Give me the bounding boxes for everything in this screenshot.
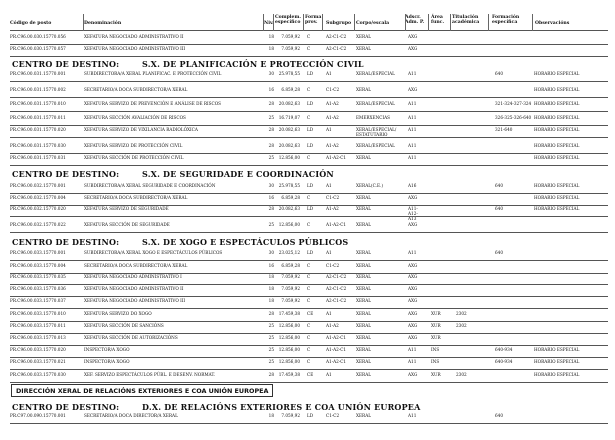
cell-adsc: AXG [408,222,418,227]
cell-sub: A1 [326,311,332,316]
cell-codigo: PR.C96.00.033.15770.010 [10,311,66,316]
cell-corpo: XERAL [356,46,371,51]
cell-obs: HORARIO ESPECIAL [534,359,580,364]
cell-form: 321-324-327-324 [495,101,532,106]
cell-codigo: PR.C96.00.033.15770.011 [10,323,66,328]
cell-adsc: A11 [408,347,417,352]
cell-adsc: AXG [408,274,418,279]
row-rule [10,260,608,261]
cell-esp: 17.459,38 [278,372,300,377]
cell-sub: A2-C1-C2 [326,298,347,303]
row-rule [10,125,608,126]
cell-esp: 25.978,55 [278,183,300,188]
header-denominacion: Denominación [84,21,122,26]
cell-den: SUBDIRECTORA/A XERAL XOGO E ESPECTÁCULOS PÚBLICOS [84,250,223,255]
cell-forma: C [307,335,311,340]
header-observacions: Observacións [535,21,570,26]
header-codigo: Código de posto [10,21,52,26]
directorate-box [11,384,273,397]
cell-den: XEFATURA NEGOCIADO ADMINISTRATIVO II [84,34,184,39]
cell-forma: LD [307,127,314,132]
cell-adsc: AXG [408,372,418,377]
cell-corpo: XERAL [356,372,371,377]
row-rule [10,382,608,383]
cell-esp: 12.856,00 [278,323,300,328]
cell-niv: 30 [268,250,274,255]
cell-sub: A2-C1-C2 [326,286,347,291]
cell-adsc: AXG [408,311,418,316]
cell-adsc: AXG [408,263,418,268]
cell-adsc: AXG [408,195,418,200]
cell-corpo: XERAL [356,413,371,418]
cell-codigo: PR.C97.00.090.15770.001 [10,413,66,418]
cell-form: 640 [495,250,503,255]
cell-forma: C [307,298,311,303]
cell-codigo: PR.C96.00.033.15770.037 [10,298,66,303]
column-divider [83,14,84,31]
cell-esp: 7.059,92 [281,274,300,279]
cell-forma: C [307,155,311,160]
cell-codigo: PR.C96.00.031.15770.010 [10,101,66,106]
cell-obs: HORARIO ESPECIAL [534,115,580,120]
cell-sub: C1-C2 [326,263,340,268]
row-rule [10,333,608,334]
cell-den: XEFATURA SECCIÓN AVALIACIÓN DE RISCOS [84,115,186,120]
cell-corpo: XERAL [356,34,371,39]
row-rule [10,153,608,154]
cell-esp: 7.059,92 [281,46,300,51]
cell-corpo: XERAL/ESPECIAL [356,101,395,106]
cell-den: XEFATURA SECCIÓN DE SANCIÓNS [84,323,164,328]
cell-area: XUR [431,323,441,328]
cell-area: INS [431,359,440,364]
cell-niv: 28 [268,206,274,211]
row-rule [10,284,608,285]
cell-den: XEFATURA NEGOCIADO ADMINISTRATIVO I [84,274,182,279]
cell-niv: 28 [268,143,274,148]
cell-obs: HORARIO ESPECIAL [534,183,580,188]
cell-sub: C1-C2 [326,413,340,418]
column-divider [405,14,406,31]
row-rule [10,193,608,194]
cell-forma: C [307,347,311,352]
cell-den: XEFATURA SECCIÓN DE PROTECCIÓN CIVIL [84,155,184,160]
row-rule [10,321,608,322]
cell-codigo: PR.C96.00.031.15770.001 [10,71,66,76]
cell-adsc: A11 [408,127,417,132]
cell-corpo: XERAL/ESPECIAL/ ESTATUTARIO [356,127,397,137]
cell-esp: 7.059,92 [281,298,300,303]
cell-esp: 20.082,63 [278,101,300,106]
row-rule [10,56,608,57]
cell-obs: HORARIO ESPECIAL [534,372,580,377]
cell-codigo: PR.C96.00.032.15770.004 [10,195,66,200]
cell-codigo: PR.C96.00.033.15770.035 [10,274,66,279]
column-divider [532,14,533,31]
cell-den: SECRETARIO/A DOCA SUBDIRECTOR/A XERAL [84,87,188,92]
cell-adsc: AXG [408,87,418,92]
cell-den: XEFATURA SECCIÓN DE SEGURIDADE [84,222,170,227]
cell-sub: A1 [326,250,332,255]
cell-niv: 18 [268,298,274,303]
column-divider [354,14,355,31]
cell-sub: A1-A2 [326,101,339,106]
header-titulacion: Titulación académica [452,15,480,26]
cell-corpo: XERAL [356,206,371,211]
cell-adsc: A11 [408,115,417,120]
cell-niv: 16 [268,195,274,200]
cell-forma: C [307,195,311,200]
cell-esp: 6.859,28 [281,195,300,200]
row-rule [10,423,608,424]
cell-esp: 7.059,92 [281,34,300,39]
row-rule [10,97,608,98]
cell-codigo: PR.C96.00.031.15770.020 [10,127,66,132]
header-complemento: Complem. específico [275,15,301,26]
cell-sub: A1-A2 [326,115,339,120]
section-name: S.X. DE XOGO E ESPECTÁCULOS PÚBLICOS [142,237,349,247]
cell-niv: 16 [268,263,274,268]
cell-niv: 25 [268,323,274,328]
cell-niv: 30 [268,183,274,188]
cell-forma: C [307,274,311,279]
cell-adsc: A11 [408,71,417,76]
cell-niv: 18 [268,34,274,39]
cell-corpo: XERAL [356,87,371,92]
cell-sub: A1-A2-C1 [326,335,347,340]
cell-forma: LD [307,250,314,255]
cell-den: INSPECTOR/A XOGO [84,347,130,352]
cell-forma: C [307,323,311,328]
cell-corpo: XERAL [356,359,371,364]
cell-adsc: A16 [408,183,417,188]
cell-codigo: PR.C96.00.030.15770.056 [10,34,66,39]
cell-den: XEFATURA SERVIZO DE VIXILANCIA RADIOLÓXICA [84,127,198,132]
row-rule [10,44,608,45]
cell-den: SUBDIRECTORA/A XERAL SEGURIDADE E COORDINACIÓN [84,183,216,188]
cell-niv: 28 [268,127,274,132]
cell-codigo: PR.C96.00.033.15770.021 [10,359,66,364]
cell-den: SECRETARIO/A DOCA SUBDIRECTOR/A XERAL [84,263,188,268]
cell-corpo: XERAL(C.E.) [356,183,384,188]
column-divider [428,14,429,31]
cell-den: XEFATURA SERVIZO DO XOGO [84,311,152,316]
cell-obs: HORARIO ESPECIAL [534,206,580,211]
cell-codigo: PR.C96.00.033.15770.013 [10,335,66,340]
cell-forma: LD [307,101,314,106]
cell-sub: A2-C1-C2 [326,274,347,279]
cell-adsc: AXG [408,298,418,303]
cell-forma: C [307,222,311,227]
cell-corpo: XERAL [356,274,371,279]
section-label: CENTRO DE DESTINO: [12,402,120,412]
column-divider [273,14,274,31]
cell-niv: 28 [268,372,274,377]
cell-sub: A2-C1-C2 [326,34,347,39]
cell-area: XUR [431,372,441,377]
cell-forma: LD [307,413,314,418]
cell-niv: 25 [268,335,274,340]
cell-adsc: A11 [408,359,417,364]
cell-den: XEFATURA SERVIZO DE SEGURIDADE [84,206,169,211]
cell-esp: 6.859,28 [281,263,300,268]
cell-forma: CE [307,372,314,377]
header-subgrupo: Subgrupo [326,21,352,26]
column-divider [322,14,323,31]
cell-niv: 25 [268,347,274,352]
cell-esp: 12.856,00 [278,222,300,227]
cell-sub: C1-C2 [326,87,340,92]
cell-forma: C [307,115,311,120]
cell-codigo: PR.C96.00.033.15770.030 [10,372,66,377]
cell-sub: A1-A2-C1 [326,359,347,364]
cell-forma: LD [307,206,314,211]
cell-codigo: PR.C96.00.033.15770.020 [10,347,66,352]
cell-esp: 12.856,00 [278,335,300,340]
cell-corpo: XERAL [356,286,371,291]
cell-den: XEFATURA SERVIZO DE PREVENCIÓN E ANÁLISE DE RISCOS [84,101,222,106]
cell-den: XEFATURA NEGOCIADO ADMINISTRATIVO III [84,298,186,303]
cell-corpo: XERAL/ESPECIAL [356,143,395,148]
cell-codigo: PR.C96.00.031.15770.011 [10,115,66,120]
cell-sub: A1-A2 [326,323,339,328]
row-rule [10,137,608,138]
row-rule [10,81,608,82]
cell-niv: 28 [268,101,274,106]
cell-sub: A1-A2-C1 [326,155,347,160]
section-label: CENTRO DE DESTINO: [12,169,120,179]
cell-codigo: PR.C96.00.031.15770.031 [10,155,66,160]
cell-den: XEFATURA SECCIÓN DE AUTORIZACIÓNS [84,335,178,340]
cell-area: XUR [431,335,441,340]
section-label: CENTRO DE DESTINO: [12,237,120,247]
column-divider [303,14,304,31]
section-name: S.X. DE PLANIFICACIÓN E PROTECCIÓN CIVIL [142,59,364,69]
cell-adsc: A11 [408,250,417,255]
column-divider [450,14,451,31]
cell-codigo: PR.C96.00.033.15770.036 [10,286,66,291]
cell-sub: A2-C1-C2 [326,46,347,51]
row-rule [10,216,608,217]
cell-esp: 20.082,63 [278,143,300,148]
cell-esp: 23.025,12 [278,250,300,255]
header-corpo: Corpo/escala [356,21,390,26]
cell-codigo: PR.C96.00.033.15770.001 [10,250,66,255]
header-adscricion: Adscr. Adm. P. [405,15,425,26]
cell-den: INSPECTOR/A XOGO [84,359,130,364]
header-area: Área func. [431,15,445,26]
cell-forma: C [307,359,311,364]
cell-form: 640 [495,413,503,418]
cell-esp: 17.459,38 [278,311,300,316]
cell-adsc: AXG [408,46,418,51]
cell-codigo: PR.C96.00.031.15770.002 [10,87,66,92]
cell-adsc: A11 [408,155,417,160]
cell-niv: 30 [268,71,274,76]
cell-corpo: EMERXENCIAS [356,115,391,120]
cell-den: SECRETARIO/A DOCA DIRECTOR/A XERAL [84,413,178,418]
cell-forma: CE [307,311,314,316]
cell-adsc: A11 [408,413,417,418]
cell-niv: 25 [268,359,274,364]
cell-obs: HORARIO ESPECIAL [534,71,580,76]
cell-corpo: XERAL [356,263,371,268]
cell-adsc: A11- A12- A13 [408,206,418,221]
cell-adsc: AXG [408,323,418,328]
column-divider [488,14,489,31]
cell-den: XEF. SERVIZO ESPECTÁCULOS PÚBL. E DESENV. NORMAT. [84,372,215,377]
cell-sub: C1-C2 [326,195,340,200]
cell-forma: C [307,46,311,51]
cell-niv: 18 [268,286,274,291]
cell-corpo: XERAL [356,335,371,340]
cell-codigo: PR.C96.00.033.15770.004 [10,263,66,268]
cell-sub: A1 [326,71,332,76]
cell-sub: A1 [326,372,332,377]
section-name: S.X. DE SEGURIDADE E COORDINACIÓN [142,169,334,179]
cell-niv: 25 [268,115,274,120]
row-rule [10,345,608,346]
header-forma: Forma prov. [305,15,322,26]
cell-esp: 12.856,00 [278,347,300,352]
cell-niv: 18 [268,413,274,418]
cell-corpo: XERAL [356,298,371,303]
cell-sub: A1-A2-C1 [326,222,347,227]
cell-form: 640 [495,183,503,188]
cell-form: 321-640 [495,127,513,132]
row-rule [10,357,608,358]
cell-den: SECRETARIO/A DOCA SUBDIRECTOR/A XERAL [84,195,188,200]
cell-forma: LD [307,71,314,76]
cell-forma: C [307,263,311,268]
cell-obs: HORARIO ESPECIAL [534,143,580,148]
cell-esp: 7.059,92 [281,286,300,291]
cell-den: SUBDIRECTORA/A XERAL PLANIFICAC. E PROTECCIÓN CIVIL [84,71,222,76]
cell-area: INS [431,347,440,352]
cell-niv: 16 [268,87,274,92]
cell-forma: C [307,286,311,291]
cell-adsc: AXG [408,34,418,39]
cell-sub: A1-A2 [326,206,339,211]
cell-esp: 12.856,00 [278,155,300,160]
cell-den: XEFATURA NEGOCIADO ADMINISTRATIVO II [84,286,184,291]
cell-corpo: XERAL [356,250,371,255]
cell-sub: A1-A2-C1 [326,347,347,352]
row-rule [10,308,608,309]
table-header [0,0,615,34]
cell-corpo: XERAL [356,323,371,328]
section-name: D.X. DE RELACIÓNS EXTERIORES E COA UNIÓN EUROPEA [142,402,421,412]
cell-forma: LD [307,183,314,188]
row-rule [10,165,608,166]
cell-forma: C [307,34,311,39]
cell-obs: HORARIO ESPECIAL [534,347,580,352]
cell-form: 640 [495,71,503,76]
cell-form: 640-934 [495,347,513,352]
cell-form: 640 [495,206,503,211]
cell-form: 640-934 [495,359,513,364]
cell-corpo: XERAL [356,155,371,160]
cell-esp: 25.978,55 [278,71,300,76]
header-nivel: Niv. [264,21,274,26]
directorate-title: DIRECCIÓN XERAL DE RELACIÓNS EXTERIORES E COA UNIÓN EUROPEA [16,386,269,395]
cell-den: XEFATURA NEGOCIADO ADMINISTRATIVO III [84,46,186,51]
cell-adsc: AXG [408,286,418,291]
cell-corpo: XERAL [356,195,371,200]
cell-niv: 25 [268,155,274,160]
cell-obs: HORARIO ESPECIAL [534,101,580,106]
cell-forma: LD [307,143,314,148]
cell-codigo: PR.C96.00.032.15770.001 [10,183,66,188]
section-label: CENTRO DE DESTINO: [12,59,120,69]
cell-corpo: XERAL [356,311,371,316]
cell-den: XEFATURA SERVIZO DE PROTECCIÓN CIVIL [84,143,183,148]
cell-esp: 6.859,28 [281,87,300,92]
cell-obs: HORARIO ESPECIAL [534,127,580,132]
cell-corpo: XERAL/ESPECIAL [356,71,395,76]
cell-esp: 16.719,07 [278,115,300,120]
cell-forma: C [307,87,311,92]
column-divider [263,14,264,31]
row-rule [10,296,608,297]
cell-corpo: XERAL [356,347,371,352]
cell-obs: HORARIO ESPECIAL [534,87,580,92]
cell-area: XUR [431,311,441,316]
header-formacion: Formación específica [492,15,520,26]
cell-adsc: A11 [408,101,417,106]
cell-codigo: PR.C96.00.031.15770.030 [10,143,66,148]
cell-sub: A1 [326,127,332,132]
cell-niv: 25 [268,222,274,227]
cell-niv: 18 [268,46,274,51]
row-rule [10,232,608,233]
cell-adsc: AXG [408,335,418,340]
cell-esp: 7.059,92 [281,413,300,418]
row-rule [10,369,608,370]
cell-codigo: PR.C96.00.030.15770.057 [10,46,66,51]
cell-corpo: XERAL [356,222,371,227]
cell-tit: 2302 [456,372,467,377]
cell-esp: 12.856,00 [278,359,300,364]
header-rule [10,30,608,31]
row-rule [10,111,608,112]
cell-esp: 20.082,63 [278,127,300,132]
cell-codigo: PR.C96.00.032.15770.022 [10,222,66,227]
cell-niv: 28 [268,311,274,316]
cell-form: 326-325-326-640 [495,115,532,120]
cell-obs: HORARIO ESPECIAL [534,155,580,160]
cell-niv: 18 [268,274,274,279]
cell-codigo: PR.C96.00.032.15770.020 [10,206,66,211]
cell-adsc: A11 [408,143,417,148]
cell-sub: A1 [326,183,332,188]
cell-obs: HORARIO ESPECIAL [534,195,580,200]
cell-esp: 20.082,63 [278,206,300,211]
cell-tit: 2302 [456,323,467,328]
cell-sub: A1-A2 [326,143,339,148]
cell-tit: 2302 [456,311,467,316]
